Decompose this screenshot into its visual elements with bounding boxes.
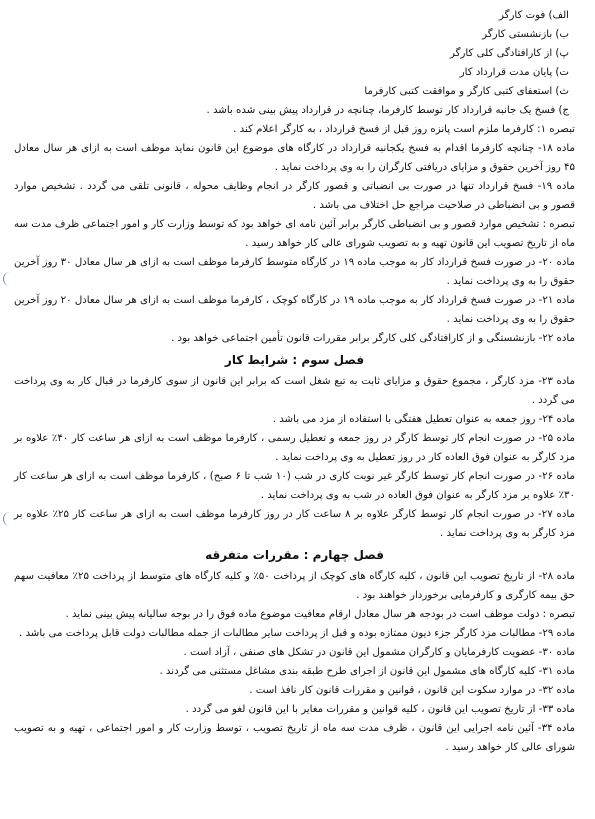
section-heading: فصل سوم : شرایط کار <box>224 353 365 367</box>
article-paragraph: ماده ۳۴- آئین نامه اجرایی این قانون ، ظرف مدت سه ماه از تاریخ تصویب ، توسط وزارت کار و امور اجتماعی ، تهیه و به تصویب شورای عالی کار خواهد رسید . <box>14 723 575 753</box>
note-paragraph: تبصره : دولت موظف است در بودجه هر سال معادل ارقام معافیت موضوع ماده فوق را در بوجه سالیانه پیش بینی نماید . <box>65 609 575 620</box>
article-paragraph: ماده ۲۰- در صورت فسخ قرارداد کار به موجب ماده ۱۹ در کارگاه متوسط کارفرما موظف است به ازای هر سال معادل ۳۰ روز آخرین حقوق را به وی پرداخت نماید . <box>14 257 575 287</box>
article-paragraph: ماده ۳۰- عضویت کارفرمایان و کارگران مشمول این قانون در تشکل های صنفی ، آزاد است . <box>183 647 575 658</box>
article-paragraph: ماده ۲۴- روز جمعه به عنوان تعطیل هفتگی با استفاده از مزد می باشد . <box>272 414 575 425</box>
list-item: پ) از کارافتادگی کلی کارگر <box>450 48 569 59</box>
article-paragraph: ماده ۲۵- در صورت انجام کار توسط کارگر در روز جمعه و تعطیل رسمی ، کارفرما موظف است به ازای هر ساعت کار ۴۰٪ علاوه بر مزد کارگر به عنوان فوق العاده کار در روز تعطیل به وی پرداخت نماید . <box>14 433 575 463</box>
article-paragraph: ماده ۲۶- در صورت انجام کار توسط کارگر غیر نوبت کاری در شب (۱۰ شب تا ۶ صبح) ، کارفرما موظف است به ازای هر ساعت کار ۳۰٪ علاوه بر مزد کارگر به عنوان فوق العاده در شب به وی پرداخت نماید . <box>14 471 575 501</box>
list-item: ج) فسخ یک جانبه قرارداد کار توسط کارفرما، چنانچه در قرارداد پیش بینی شده باشد . <box>206 105 569 116</box>
list-item: ت) پایان مدت قرارداد کار <box>459 67 569 78</box>
list-item: ث) استعفای کتبی کارگر و موافقت کتبی کارفرما <box>364 86 569 97</box>
note-paragraph: تبصره ۱: کارفرما ملزم است پانزه روز قبل از فسخ قرارداد ، به کارگر اعلام کند . <box>233 124 575 135</box>
article-paragraph: ماده ۳۱- کلیه کارگاه های مشمول این قانون از اجرای طرح طبقه بندی مشاغل مستثنی می گردند . <box>159 666 575 677</box>
note-paragraph: تبصره : تشخیص موارد قصور و بی انضباطی کارگر برابر آئین نامه ای خواهد بود که توسط وزارت کار و امور اجتماعی ظرف مدت سه ماه از تاریخ تصویب این قانون تهیه و به تصویب شورای عالی کار خواهد رسید . <box>14 219 575 249</box>
article-paragraph: ماده ۲۲- بازنشستگی و از کارافتادگی کلی کارگر برابر مقررات قانون تأمین اجتماعی خواهد بود . <box>171 333 575 344</box>
margin-bracket-mark <box>3 272 14 286</box>
article-paragraph: ماده ۲۳- مزد کارگر ، مجموع حقوق و مزایای ثابت به تبع شغل است که برابر این قانون از سوی کارفرما در قبال کار به وی پرداخت می گردد . <box>14 376 575 406</box>
margin-bracket-mark <box>3 512 14 526</box>
article-paragraph: ماده ۳۲- در موارد سکوت این قانون ، قوانین و مقررات قانون کار نافذ است . <box>249 685 575 696</box>
article-paragraph: ماده ۱۹- فسخ قرارداد تنها در صورت بی انضباتی و قصور کارگر در انجام وظایف محوله ، قانونی تلقی می گردد . تشخیص موارد قصور و بی انضباطی در صلاحیت مراجع حل اختلاف می باشد . <box>14 181 575 211</box>
list-item: الف) فوت کارگر <box>499 10 569 21</box>
article-paragraph: ماده ۲۹- مطالبات مزد کارگر جزء دیون ممتازه بوده و قبل از پرداخت سایر مطالبات از جمله مطالبات دولت قابل پرداخت می باشد . <box>18 628 575 639</box>
article-paragraph: ماده ۲۷- در صورت انجام کار توسط کارگر علاوه بر ۸ ساعت کار در روز کارفرما موظف است به ازای هر ساعت کار ۲۵٪ علاوه بر مزد کارگر به وی پرداخت نماید . <box>14 509 575 539</box>
list-item: ب) بازنشستی کارگر <box>482 29 569 40</box>
section-heading: فصل چهارم : مقررات متفرقه <box>205 548 384 562</box>
article-paragraph: ماده ۲۱- در صورت فسخ قرارداد کار به موجب ماده ۱۹ در کارگاه کوچک ، کارفرما موظف است به ازای هر سال معادل ۲۰ روز آخرین حقوق را به وی پرداخت نماید . <box>14 295 575 325</box>
article-paragraph: ماده ۱۸- چنانچه کارفرما اقدام به فسخ یکجانبه قرارداد در کارگاه های موضوع این قانون نماید موظف است به ازای هر سال معادل ۴۵ روز آخرین حقوق و مزایای دریافتی کارگران را به وی پرداخت نماید . <box>14 143 575 173</box>
article-paragraph: ماده ۳۳- از تاریخ تصویب این قانون ، کلیه قوانین و مقررات مغایر با این قانون لغو می گردد . <box>185 704 575 715</box>
article-paragraph: ماده ۲۸- از تاریخ تصویب این قانون ، کلیه کارگاه های کوچک از پرداخت ۵۰٪ و کلیه کارگاه های متوسط از پرداخت ۲۵٪ معافیت سهم حق بیمه کارگری و کارفرمایی برخوردار خواهند بود . <box>14 571 576 601</box>
